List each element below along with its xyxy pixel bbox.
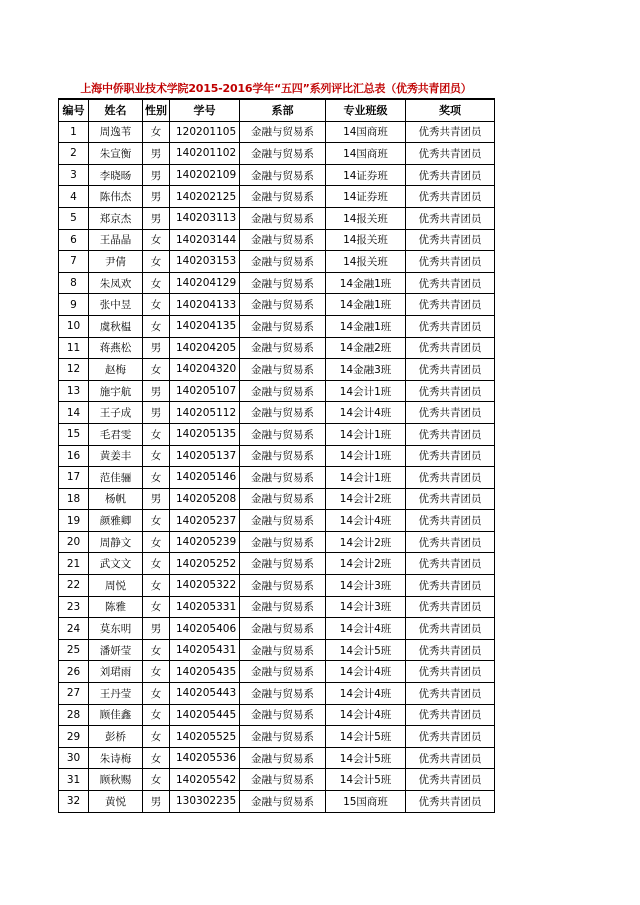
table-row (59, 423, 495, 445)
cell-class: 14会计3班 (326, 575, 406, 597)
cell-name: 顾佳鑫 (89, 704, 143, 726)
cell-name: 毛君雯 (89, 423, 143, 445)
cell-award: 优秀共青团员 (406, 488, 495, 510)
cell-name: 朱凤欢 (89, 272, 143, 294)
cell-number: 20 (59, 531, 89, 553)
cell-award: 优秀共青团员 (406, 467, 495, 489)
cell-award: 优秀共青团员 (406, 769, 495, 791)
cell-class: 14金融2班 (326, 337, 406, 359)
cell-number: 8 (59, 272, 89, 294)
col-header-gender: 性别 (143, 99, 170, 121)
cell-number: 12 (59, 359, 89, 381)
cell-gender: 女 (143, 531, 170, 553)
cell-award: 优秀共青团员 (406, 510, 495, 532)
cell-student-id: 140205137 (170, 445, 240, 467)
cell-name: 陈雅 (89, 596, 143, 618)
cell-class: 14证券班 (326, 164, 406, 186)
cell-award: 优秀共青团员 (406, 423, 495, 445)
cell-class: 14证券班 (326, 186, 406, 208)
cell-award: 优秀共青团员 (406, 251, 495, 273)
cell-number: 21 (59, 553, 89, 575)
cell-gender: 女 (143, 726, 170, 748)
cell-department: 金融与贸易系 (240, 596, 326, 618)
cell-name: 朱诗梅 (89, 747, 143, 769)
cell-student-id: 140205536 (170, 747, 240, 769)
cell-number: 13 (59, 380, 89, 402)
table-row (59, 143, 495, 165)
cell-award: 优秀共青团员 (406, 575, 495, 597)
cell-number: 7 (59, 251, 89, 273)
cell-gender: 女 (143, 121, 170, 143)
cell-department: 金融与贸易系 (240, 747, 326, 769)
cell-student-id: 140203153 (170, 251, 240, 273)
cell-student-id: 140202109 (170, 164, 240, 186)
cell-student-id: 140205443 (170, 683, 240, 705)
cell-department: 金融与贸易系 (240, 423, 326, 445)
cell-award: 优秀共青团员 (406, 294, 495, 316)
col-header-award: 奖项 (406, 99, 495, 121)
cell-name: 彭桥 (89, 726, 143, 748)
cell-class: 14报关班 (326, 251, 406, 273)
table-row (59, 553, 495, 575)
table-row (59, 445, 495, 467)
cell-name: 黄悦 (89, 791, 143, 813)
cell-number: 14 (59, 402, 89, 424)
table-row (59, 791, 495, 813)
col-header-department: 系部 (240, 99, 326, 121)
cell-class: 14国商班 (326, 121, 406, 143)
cell-gender: 女 (143, 510, 170, 532)
table-header-row (59, 99, 495, 121)
cell-name: 刘珺雨 (89, 661, 143, 683)
cell-award: 优秀共青团员 (406, 337, 495, 359)
cell-award: 优秀共青团员 (406, 553, 495, 575)
cell-number: 17 (59, 467, 89, 489)
cell-name: 施宇航 (89, 380, 143, 402)
cell-department: 金融与贸易系 (240, 445, 326, 467)
cell-gender: 女 (143, 229, 170, 251)
cell-name: 潘妍莹 (89, 639, 143, 661)
cell-gender: 男 (143, 791, 170, 813)
cell-student-id: 140201102 (170, 143, 240, 165)
cell-name: 王丹莹 (89, 683, 143, 705)
cell-number: 11 (59, 337, 89, 359)
document-title: 上海中侨职业技术学院2015-2016学年“五四”系列评比汇总表（优秀共青团员） (80, 82, 472, 95)
cell-number: 10 (59, 315, 89, 337)
cell-department: 金融与贸易系 (240, 143, 326, 165)
cell-award: 优秀共青团员 (406, 229, 495, 251)
cell-name: 莫东明 (89, 618, 143, 640)
cell-student-id: 120201105 (170, 121, 240, 143)
table-row (59, 337, 495, 359)
cell-award: 优秀共青团员 (406, 380, 495, 402)
table-row (59, 467, 495, 489)
cell-gender: 男 (143, 380, 170, 402)
cell-award: 优秀共青团员 (406, 315, 495, 337)
cell-number: 28 (59, 704, 89, 726)
cell-number: 18 (59, 488, 89, 510)
cell-department: 金融与贸易系 (240, 661, 326, 683)
cell-number: 19 (59, 510, 89, 532)
cell-award: 优秀共青团员 (406, 186, 495, 208)
cell-number: 27 (59, 683, 89, 705)
cell-department: 金融与贸易系 (240, 726, 326, 748)
cell-award: 优秀共青团员 (406, 661, 495, 683)
cell-name: 陈伟杰 (89, 186, 143, 208)
cell-award: 优秀共青团员 (406, 618, 495, 640)
cell-name: 李晓旸 (89, 164, 143, 186)
cell-student-id: 130302235 (170, 791, 240, 813)
cell-number: 5 (59, 207, 89, 229)
cell-gender: 女 (143, 661, 170, 683)
cell-name: 赵梅 (89, 359, 143, 381)
cell-department: 金融与贸易系 (240, 251, 326, 273)
cell-department: 金融与贸易系 (240, 769, 326, 791)
cell-gender: 男 (143, 186, 170, 208)
cell-class: 14会计2班 (326, 531, 406, 553)
cell-department: 金融与贸易系 (240, 488, 326, 510)
cell-class: 14会计4班 (326, 704, 406, 726)
cell-student-id: 140205112 (170, 402, 240, 424)
cell-department: 金融与贸易系 (240, 575, 326, 597)
cell-gender: 男 (143, 207, 170, 229)
cell-student-id: 140205237 (170, 510, 240, 532)
cell-gender: 男 (143, 402, 170, 424)
cell-name: 顾秋赐 (89, 769, 143, 791)
cell-gender: 女 (143, 315, 170, 337)
table-body (59, 121, 495, 812)
cell-department: 金融与贸易系 (240, 186, 326, 208)
cell-class: 14报关班 (326, 207, 406, 229)
cell-gender: 男 (143, 488, 170, 510)
table-row (59, 251, 495, 273)
table-row (59, 186, 495, 208)
cell-number: 1 (59, 121, 89, 143)
cell-class: 14国商班 (326, 143, 406, 165)
cell-gender: 女 (143, 359, 170, 381)
table-row (59, 575, 495, 597)
table-row (59, 121, 495, 143)
table-row (59, 207, 495, 229)
cell-class: 14报关班 (326, 229, 406, 251)
cell-award: 优秀共青团员 (406, 272, 495, 294)
cell-student-id: 140202125 (170, 186, 240, 208)
cell-student-id: 140205135 (170, 423, 240, 445)
cell-class: 15国商班 (326, 791, 406, 813)
cell-class: 14会计4班 (326, 618, 406, 640)
cell-class: 14金融3班 (326, 359, 406, 381)
cell-student-id: 140205525 (170, 726, 240, 748)
cell-student-id: 140204129 (170, 272, 240, 294)
cell-gender: 女 (143, 251, 170, 273)
cell-class: 14会计4班 (326, 683, 406, 705)
cell-department: 金融与贸易系 (240, 164, 326, 186)
cell-student-id: 140203144 (170, 229, 240, 251)
table-row (59, 488, 495, 510)
cell-name: 范佳骊 (89, 467, 143, 489)
cell-award: 优秀共青团员 (406, 207, 495, 229)
cell-student-id: 140205252 (170, 553, 240, 575)
cell-award: 优秀共青团员 (406, 359, 495, 381)
col-header-student-id: 学号 (170, 99, 240, 121)
cell-gender: 女 (143, 596, 170, 618)
cell-award: 优秀共青团员 (406, 402, 495, 424)
cell-name: 朱宣衡 (89, 143, 143, 165)
cell-class: 14会计2班 (326, 488, 406, 510)
table-row (59, 272, 495, 294)
table-row (59, 229, 495, 251)
cell-class: 14会计2班 (326, 553, 406, 575)
cell-department: 金融与贸易系 (240, 553, 326, 575)
cell-class: 14会计5班 (326, 769, 406, 791)
cell-department: 金融与贸易系 (240, 402, 326, 424)
cell-department: 金融与贸易系 (240, 294, 326, 316)
cell-student-id: 140205322 (170, 575, 240, 597)
cell-department: 金融与贸易系 (240, 618, 326, 640)
cell-class: 14金融1班 (326, 315, 406, 337)
cell-name: 尹倩 (89, 251, 143, 273)
cell-department: 金融与贸易系 (240, 791, 326, 813)
cell-department: 金融与贸易系 (240, 207, 326, 229)
cell-gender: 女 (143, 553, 170, 575)
table-row (59, 704, 495, 726)
col-header-class: 专业班级 (326, 99, 406, 121)
cell-student-id: 140205208 (170, 488, 240, 510)
cell-name: 武文文 (89, 553, 143, 575)
cell-number: 30 (59, 747, 89, 769)
cell-student-id: 140205445 (170, 704, 240, 726)
cell-class: 14金融1班 (326, 272, 406, 294)
cell-gender: 女 (143, 272, 170, 294)
cell-student-id: 140205107 (170, 380, 240, 402)
cell-student-id: 140205431 (170, 639, 240, 661)
cell-name: 张中昱 (89, 294, 143, 316)
cell-class: 14会计5班 (326, 747, 406, 769)
cell-number: 29 (59, 726, 89, 748)
cell-student-id: 140205239 (170, 531, 240, 553)
cell-gender: 女 (143, 423, 170, 445)
cell-award: 优秀共青团员 (406, 683, 495, 705)
table-row (59, 164, 495, 186)
table-row (59, 639, 495, 661)
cell-award: 优秀共青团员 (406, 596, 495, 618)
cell-class: 14金融1班 (326, 294, 406, 316)
cell-gender: 女 (143, 467, 170, 489)
cell-class: 14会计1班 (326, 445, 406, 467)
table-row (59, 510, 495, 532)
cell-award: 优秀共青团员 (406, 143, 495, 165)
cell-class: 14会计1班 (326, 467, 406, 489)
table-row (59, 380, 495, 402)
cell-award: 优秀共青团员 (406, 531, 495, 553)
cell-number: 23 (59, 596, 89, 618)
cell-name: 杨帆 (89, 488, 143, 510)
cell-number: 4 (59, 186, 89, 208)
cell-gender: 女 (143, 575, 170, 597)
cell-award: 优秀共青团员 (406, 639, 495, 661)
table-row (59, 618, 495, 640)
cell-gender: 女 (143, 683, 170, 705)
cell-gender: 女 (143, 747, 170, 769)
cell-student-id: 140204135 (170, 315, 240, 337)
cell-award: 优秀共青团员 (406, 445, 495, 467)
awards-table (58, 98, 495, 813)
cell-gender: 男 (143, 164, 170, 186)
cell-class: 14会计5班 (326, 726, 406, 748)
cell-number: 24 (59, 618, 89, 640)
cell-department: 金融与贸易系 (240, 380, 326, 402)
cell-department: 金融与贸易系 (240, 272, 326, 294)
table-row (59, 294, 495, 316)
cell-name: 周静文 (89, 531, 143, 553)
cell-student-id: 140205406 (170, 618, 240, 640)
table-row (59, 596, 495, 618)
cell-award: 优秀共青团员 (406, 704, 495, 726)
cell-gender: 女 (143, 445, 170, 467)
table-row (59, 402, 495, 424)
cell-department: 金融与贸易系 (240, 229, 326, 251)
cell-name: 虞秋榅 (89, 315, 143, 337)
cell-award: 优秀共青团员 (406, 726, 495, 748)
cell-number: 9 (59, 294, 89, 316)
cell-class: 14会计5班 (326, 639, 406, 661)
cell-name: 周逸苇 (89, 121, 143, 143)
table-row (59, 769, 495, 791)
cell-number: 32 (59, 791, 89, 813)
cell-name: 颜雅卿 (89, 510, 143, 532)
table-row (59, 747, 495, 769)
cell-student-id: 140204320 (170, 359, 240, 381)
cell-number: 25 (59, 639, 89, 661)
cell-class: 14会计4班 (326, 402, 406, 424)
cell-student-id: 140204133 (170, 294, 240, 316)
cell-department: 金融与贸易系 (240, 683, 326, 705)
cell-name: 王子成 (89, 402, 143, 424)
cell-award: 优秀共青团员 (406, 747, 495, 769)
col-header-number: 编号 (59, 99, 89, 121)
cell-student-id: 140205435 (170, 661, 240, 683)
cell-award: 优秀共青团员 (406, 164, 495, 186)
cell-class: 14会计1班 (326, 423, 406, 445)
table-row (59, 359, 495, 381)
cell-number: 22 (59, 575, 89, 597)
cell-number: 6 (59, 229, 89, 251)
cell-gender: 女 (143, 639, 170, 661)
cell-gender: 女 (143, 294, 170, 316)
cell-gender: 女 (143, 769, 170, 791)
table-row (59, 661, 495, 683)
cell-award: 优秀共青团员 (406, 791, 495, 813)
cell-gender: 女 (143, 704, 170, 726)
cell-class: 14会计3班 (326, 596, 406, 618)
cell-student-id: 140205331 (170, 596, 240, 618)
table-row (59, 531, 495, 553)
cell-name: 郑京杰 (89, 207, 143, 229)
cell-award: 优秀共青团员 (406, 121, 495, 143)
cell-number: 31 (59, 769, 89, 791)
cell-department: 金融与贸易系 (240, 510, 326, 532)
cell-student-id: 140204205 (170, 337, 240, 359)
cell-department: 金融与贸易系 (240, 315, 326, 337)
cell-class: 14会计4班 (326, 661, 406, 683)
cell-name: 王晶晶 (89, 229, 143, 251)
cell-number: 16 (59, 445, 89, 467)
cell-gender: 男 (143, 618, 170, 640)
cell-student-id: 140205542 (170, 769, 240, 791)
cell-name: 蒋燕松 (89, 337, 143, 359)
cell-department: 金融与贸易系 (240, 639, 326, 661)
table-row (59, 726, 495, 748)
cell-department: 金融与贸易系 (240, 359, 326, 381)
cell-department: 金融与贸易系 (240, 337, 326, 359)
cell-number: 3 (59, 164, 89, 186)
cell-department: 金融与贸易系 (240, 704, 326, 726)
cell-name: 周悦 (89, 575, 143, 597)
cell-number: 26 (59, 661, 89, 683)
cell-gender: 男 (143, 143, 170, 165)
cell-number: 2 (59, 143, 89, 165)
cell-number: 15 (59, 423, 89, 445)
cell-class: 14会计4班 (326, 510, 406, 532)
cell-department: 金融与贸易系 (240, 467, 326, 489)
cell-gender: 男 (143, 337, 170, 359)
table-row (59, 315, 495, 337)
cell-student-id: 140205146 (170, 467, 240, 489)
cell-department: 金融与贸易系 (240, 531, 326, 553)
cell-department: 金融与贸易系 (240, 121, 326, 143)
cell-student-id: 140203113 (170, 207, 240, 229)
cell-name: 黄姜丰 (89, 445, 143, 467)
cell-class: 14会计1班 (326, 380, 406, 402)
col-header-name: 姓名 (89, 99, 143, 121)
table-row (59, 683, 495, 705)
